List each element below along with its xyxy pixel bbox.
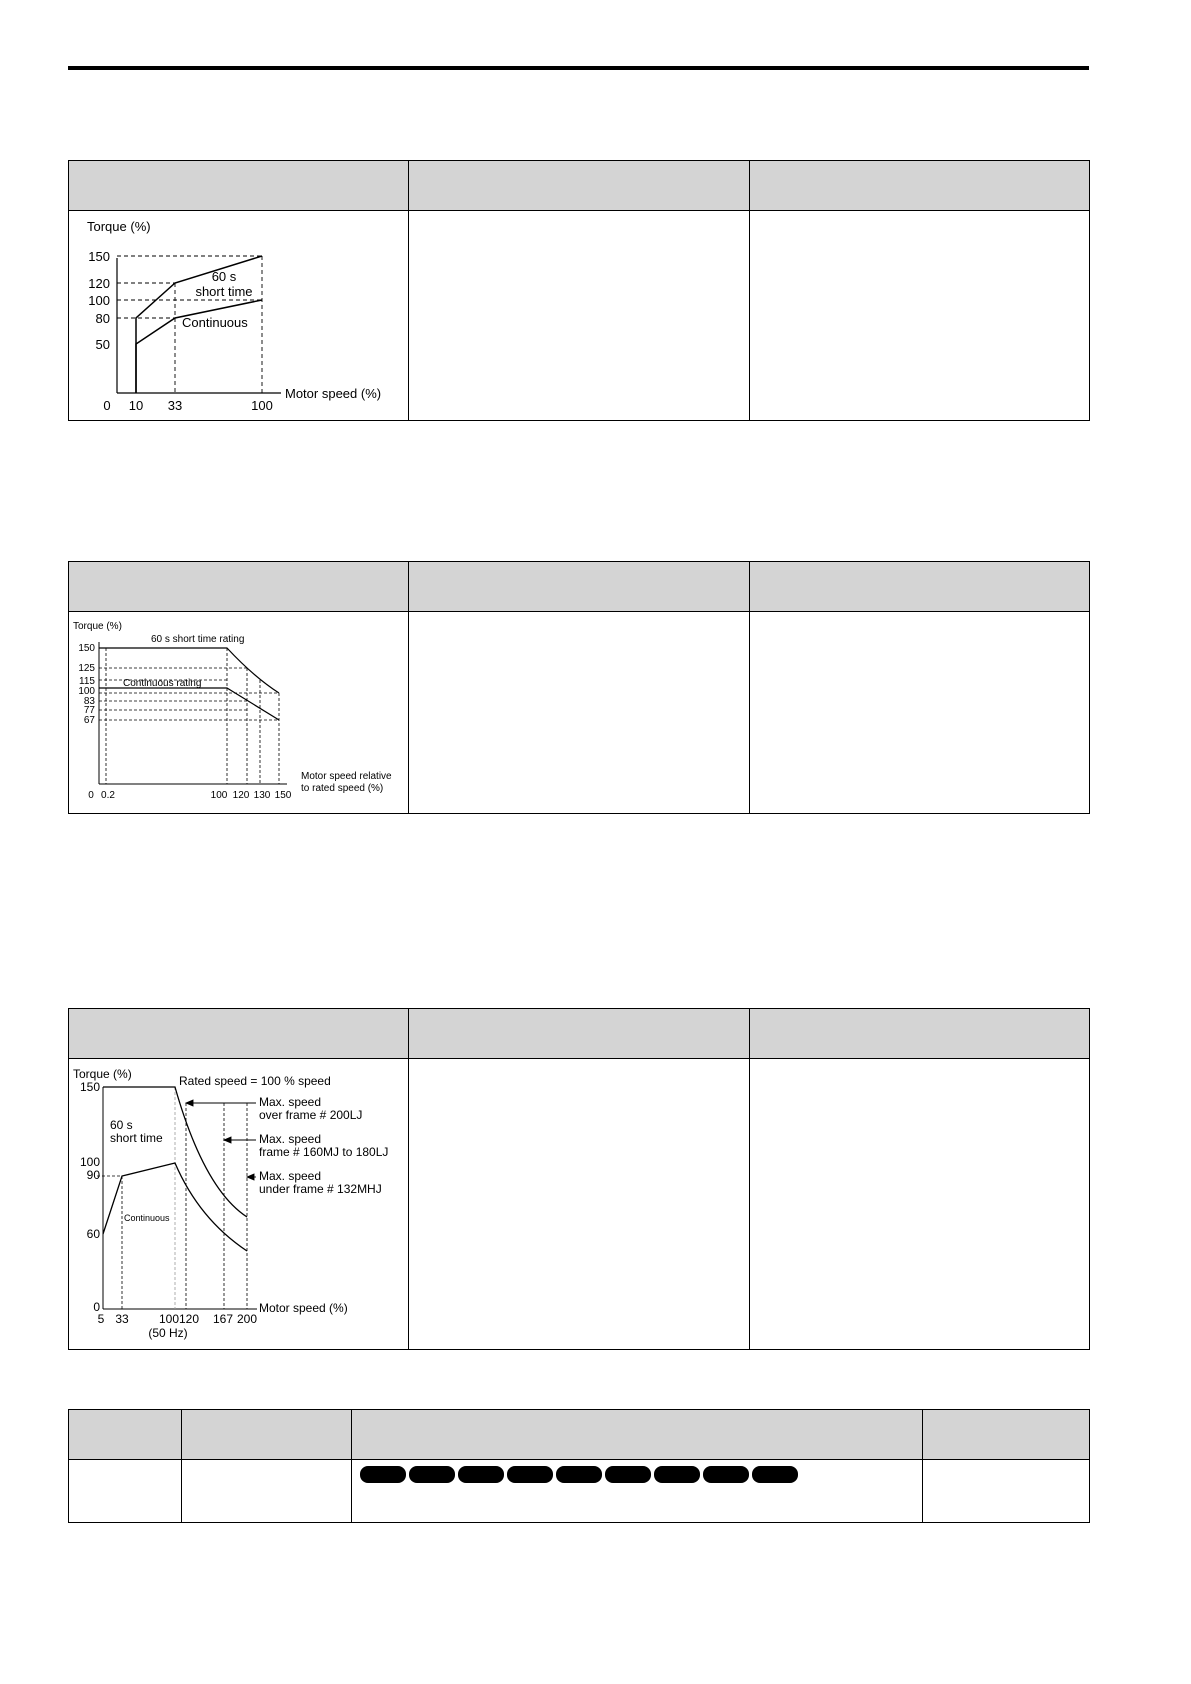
short-time-label: short time: [110, 1131, 163, 1145]
table-2: [68, 561, 1090, 814]
x-tick-note: (50 Hz): [148, 1326, 188, 1340]
header-cell: [182, 1410, 352, 1460]
header-cell: [750, 161, 1090, 211]
y-tick: 100: [78, 686, 95, 697]
header-cell: [69, 1009, 409, 1059]
short-time-label: short time: [195, 284, 253, 299]
header-cell: [923, 1410, 1090, 1460]
table-4-header-row: [69, 1410, 1090, 1460]
table-3: [68, 1008, 1090, 1350]
x-tick: 200: [236, 1312, 258, 1326]
x-tick: 120: [232, 790, 250, 801]
max-speed-annotation: frame # 160MJ to 180LJ: [259, 1145, 389, 1159]
header-rule: [68, 66, 1089, 70]
short-time-label: 60 s: [110, 1118, 133, 1132]
table-1: [68, 160, 1090, 421]
mode-badges-cell: [352, 1460, 923, 1523]
max-speed-annotation: under frame # 132MHJ: [259, 1182, 382, 1196]
mode-badge-row: [352, 1460, 922, 1488]
max-speed-annotation: over frame # 200LJ: [259, 1108, 363, 1122]
table-1-row: [69, 211, 1090, 421]
y-axis-label: Torque (%): [73, 1067, 132, 1081]
y-tick: 80: [95, 311, 110, 326]
body-cell: [750, 1059, 1090, 1350]
torque-chart-3: [69, 1059, 409, 1344]
header-cell: [750, 562, 1090, 612]
y-tick: 83: [83, 696, 95, 707]
torque-chart-2: [69, 612, 409, 808]
mode-badge: [360, 1466, 406, 1483]
chart-1-cell: [69, 211, 409, 421]
x-axis-label: Motor speed (%): [259, 1301, 348, 1315]
header-cell: [69, 1410, 182, 1460]
max-speed-annotation: Max. speed: [259, 1132, 322, 1146]
table-2-row: [69, 612, 1090, 814]
body-cell: [923, 1460, 1090, 1523]
body-cell: [409, 1059, 750, 1350]
x-tick: 130: [253, 790, 271, 801]
header-cell: [352, 1410, 923, 1460]
mode-badge: [556, 1466, 602, 1483]
mode-badge: [703, 1466, 749, 1483]
y-tick: 150: [78, 643, 95, 654]
x-axis-label: Motor speed (%): [285, 386, 382, 401]
continuous-label: Continuous: [124, 1213, 170, 1223]
y-tick: 100: [88, 293, 110, 308]
y-tick: 0: [93, 1300, 100, 1314]
body-cell: [182, 1460, 352, 1523]
x-tick: 100: [251, 398, 273, 413]
body-cell: [750, 612, 1090, 814]
mode-badge: [605, 1466, 651, 1483]
mode-badge: [507, 1466, 553, 1483]
mode-badge: [752, 1466, 798, 1483]
table-3-header-row: [69, 1009, 1090, 1059]
y-tick: 120: [88, 276, 110, 291]
header-cell: [750, 1009, 1090, 1059]
guide-lines: [99, 648, 279, 784]
max-speed-arrows: [186, 1100, 256, 1180]
x-tick: 5: [97, 1312, 105, 1326]
short-time-label: 60 s: [211, 269, 237, 284]
short-time-rating-label: 60 s short time rating: [151, 634, 245, 645]
body-cell: [409, 211, 750, 421]
y-tick: 90: [86, 1168, 100, 1182]
header-cell: [409, 161, 750, 211]
y-tick: 115: [79, 676, 95, 687]
x-tick: 167: [212, 1312, 234, 1326]
table-4: [68, 1409, 1090, 1523]
y-tick: 77: [83, 705, 95, 716]
x-tick: 33: [115, 1312, 129, 1326]
table-3-row: [69, 1059, 1090, 1350]
y-tick: 125: [78, 663, 95, 674]
y-tick: 150: [88, 249, 110, 264]
x-tick: 150: [274, 790, 292, 801]
x-tick: 0.2: [101, 790, 115, 801]
continuous-label: Continuous: [182, 315, 248, 330]
x-tick: 0: [103, 398, 111, 413]
mode-badge: [654, 1466, 700, 1483]
chart-2-cell: [69, 612, 409, 814]
header-cell: [69, 562, 409, 612]
y-tick: 100: [79, 1155, 100, 1169]
chart-3-cell: [69, 1059, 409, 1350]
body-cell: [409, 612, 750, 814]
mode-badge: [458, 1466, 504, 1483]
header-cell: [409, 1009, 750, 1059]
torque-chart-1: [69, 211, 409, 415]
x-tick: 100: [210, 790, 228, 801]
y-tick: 67: [83, 715, 95, 726]
body-cell: [750, 211, 1090, 421]
mode-badge: [409, 1466, 455, 1483]
table-4-row: [69, 1460, 1090, 1523]
x-tick: 120: [178, 1312, 200, 1326]
max-speed-annotation: Max. speed: [259, 1169, 322, 1183]
header-cell: [409, 562, 750, 612]
y-tick: 50: [95, 337, 110, 352]
table-1-header-row: [69, 161, 1090, 211]
x-tick: 100: [158, 1312, 180, 1326]
x-axis-label: Motor speed relative: [301, 771, 392, 782]
continuous-rating-curve: [136, 300, 262, 393]
header-cell: [69, 161, 409, 211]
table-2-header-row: [69, 562, 1090, 612]
max-speed-annotation: Max. speed: [259, 1095, 322, 1109]
y-axis-label: Torque (%): [87, 219, 151, 234]
x-tick: 10: [128, 398, 144, 413]
y-axis-label: Torque (%): [73, 621, 122, 632]
y-tick: 150: [79, 1080, 100, 1094]
x-axis-label: to rated speed (%): [301, 783, 384, 794]
x-tick: 33: [167, 398, 183, 413]
y-tick: 60: [86, 1227, 100, 1241]
rated-speed-label: Rated speed = 100 % speed: [179, 1074, 331, 1088]
continuous-rating-label: Continuous rating: [123, 678, 202, 689]
body-cell: [69, 1460, 182, 1523]
x-tick: 0: [88, 790, 94, 801]
